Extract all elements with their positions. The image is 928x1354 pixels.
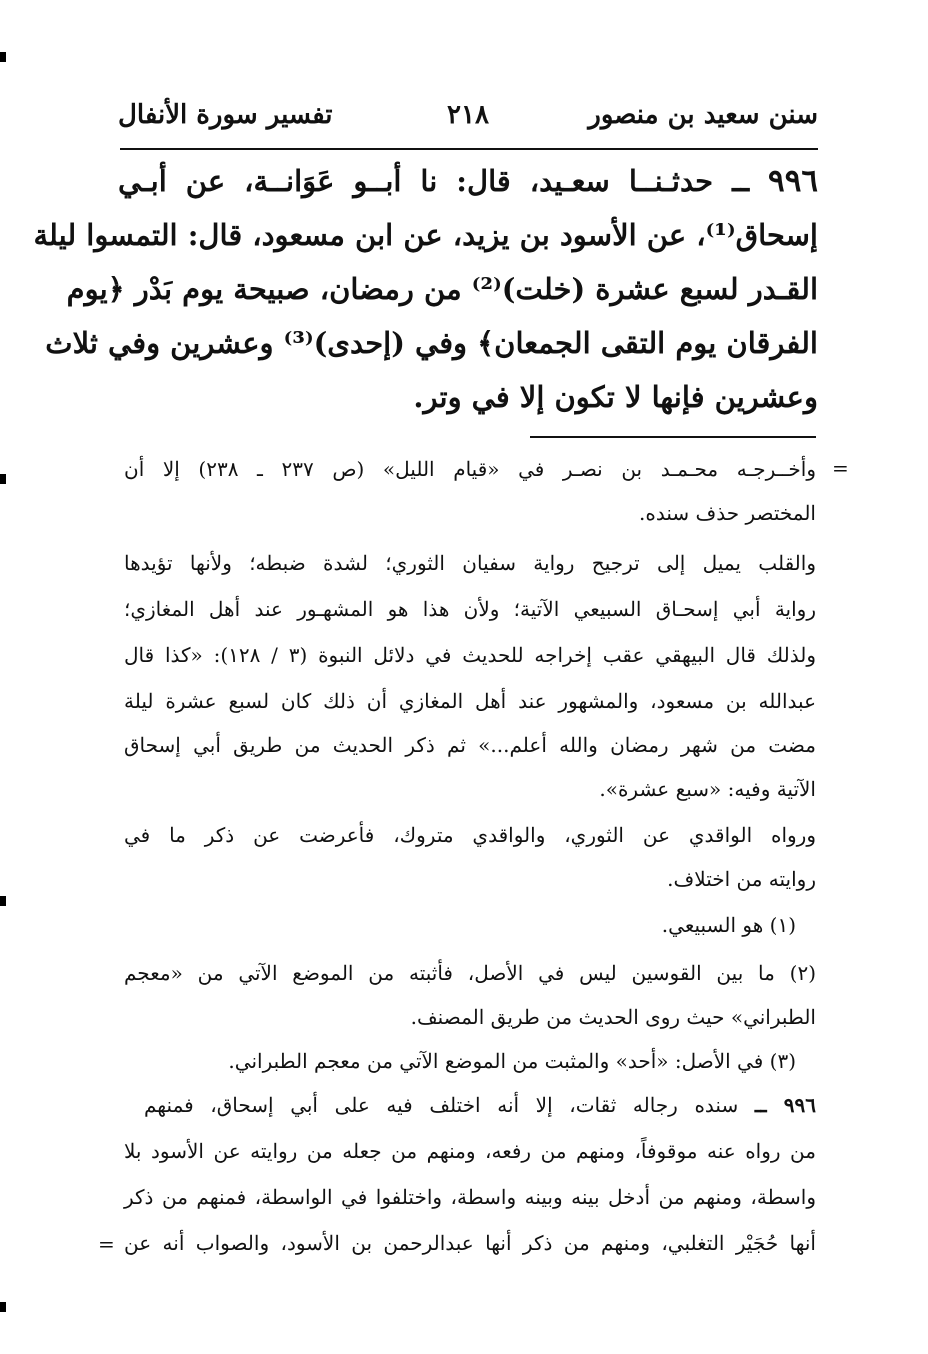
section-title: تفسير سورة الأنفال	[118, 100, 333, 130]
takhrij-number: ٩٩٦ ــ	[754, 1093, 816, 1117]
running-header	[118, 100, 818, 140]
scan-edge-mark	[0, 52, 6, 62]
footnote-line: (١) هو السبيعي.	[661, 913, 796, 937]
header-rule	[120, 148, 818, 150]
hadith-line: القـدر لسبع عشرة (خلت)⁽²⁾ من رمضان، صبيحة يوم بَدْر ﴿يوم	[66, 272, 818, 306]
scan-edge-mark	[0, 1302, 6, 1312]
hadith-text: ــ حدثـنــا سعـيد، قال: نا أبــو عَوَانــة، عن أبـي	[118, 164, 750, 198]
hadith-number: ٩٩٦	[768, 163, 818, 199]
footnote-line: والقلب يميل إلى ترجيح رواية سفيان الثوري؛ لشدة ضبطه؛ ولأنها تؤيدها	[124, 551, 816, 575]
hadith-line: وعشرين فإنها لا تكون إلا في وتر.	[413, 380, 818, 414]
footnote-line: (٢) ما بين القوسين ليس في الأصل، فأثبته من الموضع الآتي من «معجم	[124, 961, 816, 985]
footnote-line: من رواه عنه موقوفاً، ومنهم من رفعه، ومنهم من جعله من روايته عن الأسود بلا	[124, 1139, 816, 1163]
footnote-line: (٣) في الأصل: «أحد» والمثبت من الموضع الآتي من معجم الطبراني.	[228, 1049, 796, 1073]
footnote-line	[144, 1088, 816, 1122]
footnote-line: رواية أبي إسحـاق السبيعي الآتية؛ ولأن هذا هو المشهـور عند أهل المغازي؛	[124, 597, 816, 621]
footnote-separator	[530, 436, 816, 438]
hadith-line	[118, 158, 818, 204]
footnote-line: المختصر حذف سنده.	[639, 501, 816, 525]
footnote-line: الآتية وفيه: «سبع عشرة».	[599, 777, 816, 801]
footnote-line: أنها حُجَيْر التغلبي، ومنهم من ذكر أنها عبدالرحمن بن الأسود، والصواب أنه عن	[124, 1231, 816, 1255]
hadith-line: إسحاق⁽¹⁾، عن الأسود بن يزيد، عن ابن مسعود، قال: التمسوا ليلة	[33, 218, 818, 252]
footnote-line: مضت من شهر رمضان والله أعلم...» ثم ذكر الحديث من طريق أبي إسحاق	[124, 733, 816, 757]
takhrij-text: سنده رجاله ثقات، إلا أنه اختلف فيه على أبي إسحاق، فمنهم	[144, 1093, 739, 1117]
footnote-line: الطبراني» حيث روى الحديث من طريق المصنف.	[410, 1005, 816, 1029]
footnote-line: ورواه الواقدي عن الثوري، والواقدي متروك، فأعرضت عن ذكر ما في	[124, 823, 816, 847]
page-number: ٢١٨	[447, 100, 489, 130]
footnote-line: ولذلك قال البيهقي عقب إخراجه للحديث في دلائل النبوة (٣ / ١٢٨): «كذا قال	[124, 643, 816, 667]
footnote-line: وأخــرجـه محـمـد بن نصـر في «قيام الليل» (ص ٢٣٧ ـ ٢٣٨) إلا أن	[124, 457, 816, 481]
scan-edge-mark	[0, 896, 6, 906]
hadith-line: الفرقان يوم التقى الجمعان﴾ وفي (إحدى)⁽³⁾ وعشرين وفي ثلاث	[45, 326, 818, 360]
footnote-line: روايته من اختلاف.	[667, 867, 816, 891]
continuation-mark: =	[98, 1232, 115, 1256]
book-title: سنن سعيد بن منصور	[588, 100, 818, 130]
continuation-mark: =	[832, 456, 849, 480]
scan-edge-mark	[0, 474, 6, 484]
footnote-line: عبدالله بن مسعود، والمشهور عند أهل المغازي أن ذلك كان لسبع عشرة ليلة	[124, 689, 816, 713]
footnote-line: واسطة، ومنهم من أدخل بينه وبينه واسطة، واختلفوا في الواسطة، فمنهم من ذكر	[124, 1185, 816, 1209]
